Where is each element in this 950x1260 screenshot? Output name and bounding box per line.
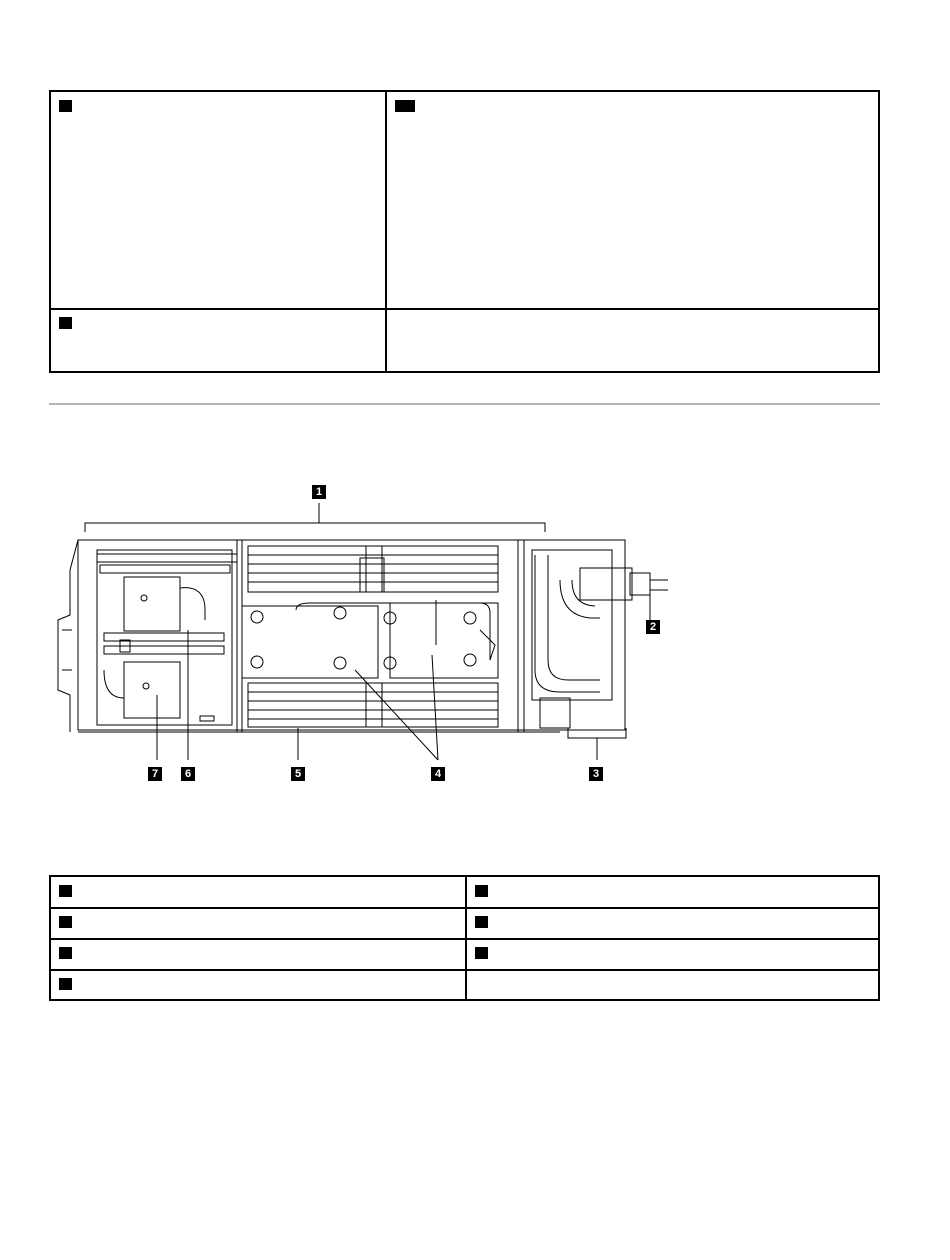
legend-table [49,875,880,1001]
table-divider [385,92,387,371]
top-table [49,90,880,373]
callout-badge [475,947,488,959]
callout-badge [59,978,72,990]
table-divider [51,308,878,310]
node-diagram [40,470,700,790]
section-rule [49,403,880,405]
table-divider [51,969,878,971]
callout-badge [59,916,72,928]
callout-label: 1 [312,485,326,499]
callout-badge [475,885,488,897]
table-divider [51,907,878,909]
callout-badge [475,916,488,928]
table-divider [51,938,878,940]
callout-label: 6 [181,767,195,781]
callout-badge [395,100,415,112]
callout-badge [59,885,72,897]
callout-label: 3 [589,767,603,781]
callout-label: 4 [431,767,445,781]
callout-label: 2 [646,620,660,634]
callout-label: 5 [291,767,305,781]
callout-label: 7 [148,767,162,781]
callout-badge [59,317,72,329]
callout-badge [59,947,72,959]
node-illustration [40,470,700,790]
callout-badge [59,100,72,112]
